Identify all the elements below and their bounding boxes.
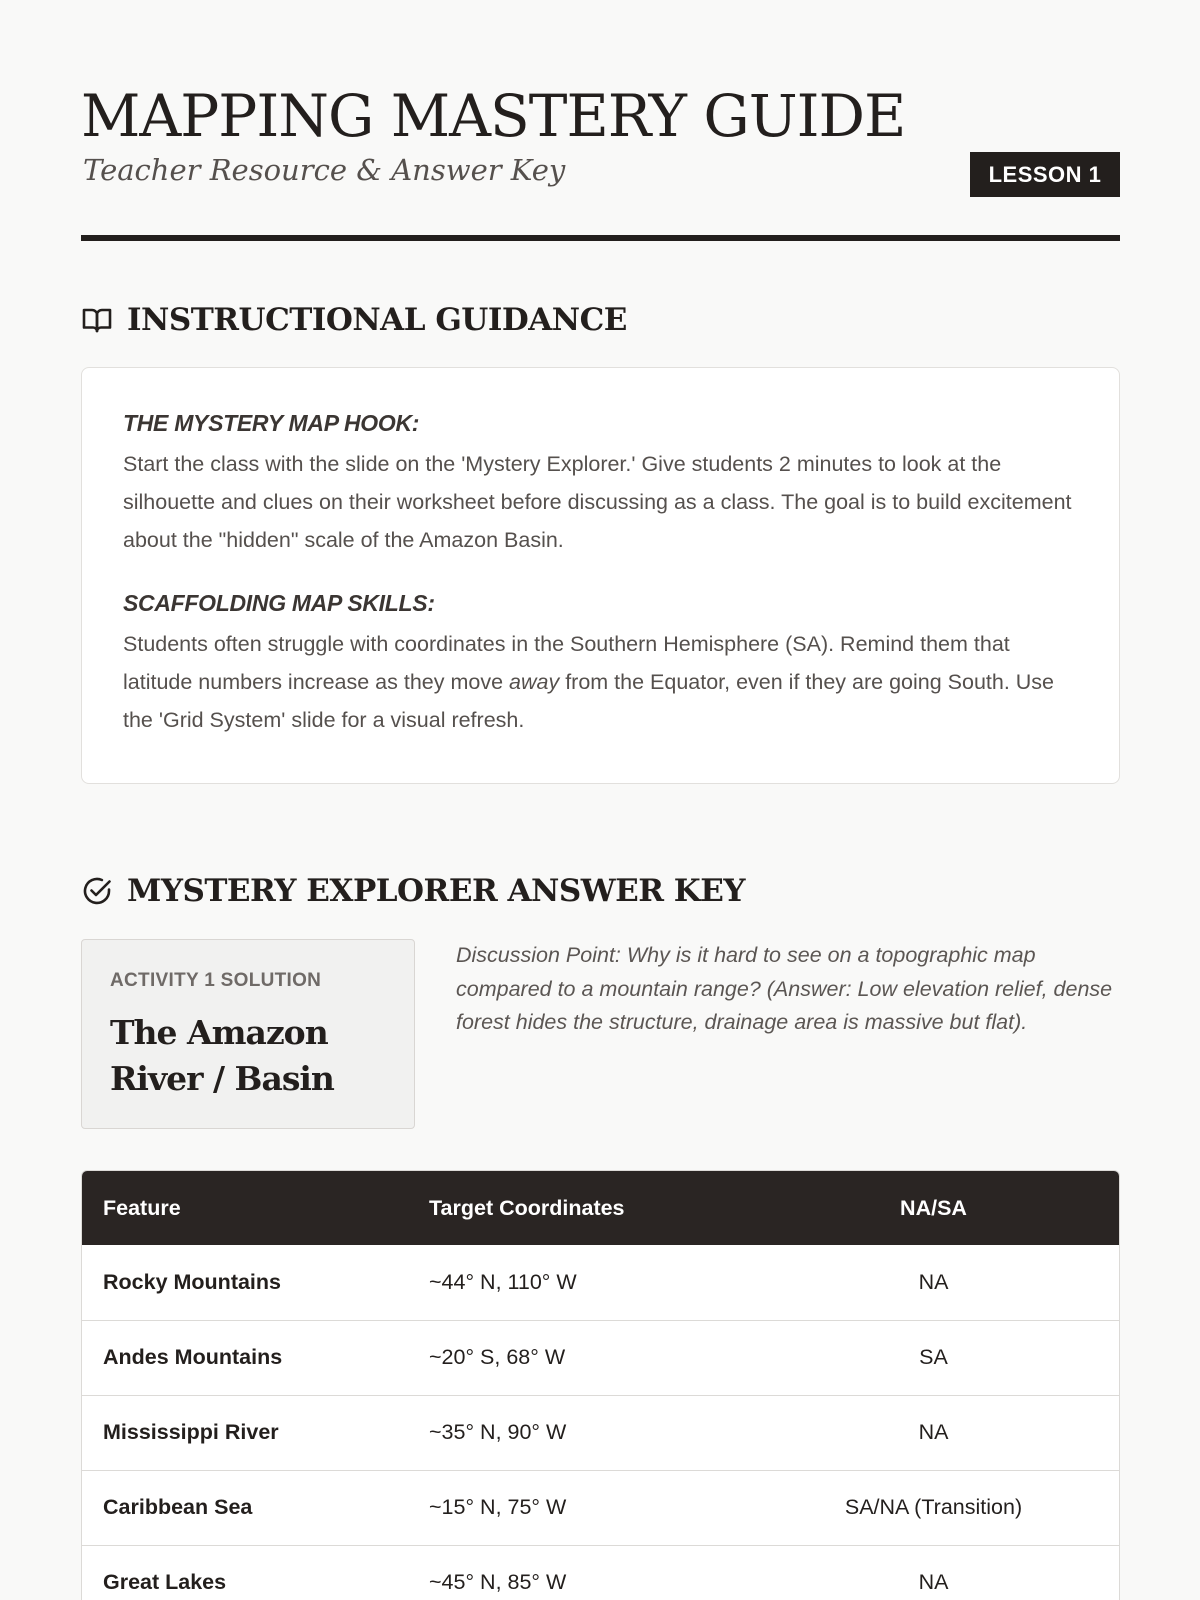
guidance-card <box>81 367 1120 784</box>
feature-cell: Andes Mountains <box>103 1345 283 1369</box>
region-cell: NA <box>918 1570 949 1594</box>
guide-heading: THE MYSTERY MAP HOOK: <box>123 410 420 436</box>
solution-label: ACTIVITY 1 SOLUTION <box>110 970 322 991</box>
coordinates-cell: ~45° N, 85° W <box>429 1570 567 1594</box>
region-cell: NA <box>918 1420 949 1444</box>
guide-heading: SCAFFOLDING MAP SKILLS: <box>123 590 435 616</box>
document-header <box>81 80 1120 241</box>
feature-cell: Mississippi River <box>103 1420 279 1444</box>
guide-text: Start the class with the slide on the 'Mystery Explorer.' Give students 2 minutes to look at the silhouette and clues on their worksheet before discussing as a class. The goal is to build excitement about the "hidden" scale of the Amazon Basin. <box>123 452 1072 552</box>
guide-text-part: Students often struggle with coordinates in the Southern Hemisphere (SA). Remind them that latitude numbers increase as they move <box>123 632 1010 694</box>
answer-table <box>82 1171 1119 1600</box>
table-header-row <box>82 1171 1119 1245</box>
table-row <box>82 1395 1119 1470</box>
open-book-icon <box>81 304 113 336</box>
column-header-region: NA/SA <box>900 1195 967 1220</box>
column-header-feature: Feature <box>103 1195 181 1220</box>
guide-text-part: from the Equator, even if they are going South. Use the 'Grid System' slide for a visual refresh. <box>123 670 1055 732</box>
page-title: MAPPING MASTERY GUIDE <box>81 82 906 150</box>
guide-block-scaffolding <box>123 587 1083 739</box>
lesson-badge: LESSON 1 <box>970 152 1120 197</box>
column-header-coordinates: Target Coordinates <box>429 1195 625 1220</box>
feature-cell: Caribbean Sea <box>103 1495 253 1519</box>
table-row <box>82 1470 1119 1545</box>
instructional-guidance-heading <box>81 298 627 342</box>
coordinates-cell: ~35° N, 90° W <box>429 1420 567 1444</box>
region-cell: NA <box>918 1269 949 1294</box>
table-row <box>82 1545 1119 1600</box>
region-cell: SA/NA (Transition) <box>844 1495 1023 1519</box>
section-title: MYSTERY EXPLORER ANSWER KEY <box>127 873 745 909</box>
answer-key-heading <box>81 869 745 913</box>
solution-box <box>81 939 415 1129</box>
coordinates-cell: ~15° N, 75° W <box>429 1495 567 1519</box>
coordinates-cell: ~20° S, 68° W <box>429 1345 566 1369</box>
table-row <box>82 1320 1119 1395</box>
page-subtitle: Teacher Resource & Answer Key <box>83 153 566 187</box>
coordinates-cell: ~44° N, 110° W <box>429 1269 577 1294</box>
region-cell: SA <box>919 1345 948 1369</box>
feature-cell: Rocky Mountains <box>103 1269 281 1294</box>
section-title: INSTRUCTIONAL GUIDANCE <box>127 302 627 338</box>
feature-cell: Great Lakes <box>103 1570 227 1594</box>
guide-text-emphasis: away <box>509 670 560 694</box>
check-circle-icon <box>81 875 113 907</box>
table-row <box>82 1245 1119 1320</box>
discussion-point: Discussion Point: Why is it hard to see on a topographic map compared to a mountain range? (Answer: Low elevation relief, dense forest hides the structure, drainage area is massive but flat). <box>456 943 1113 1034</box>
solution-title: The Amazon River / Basin <box>110 1013 334 1098</box>
answer-table-container <box>81 1170 1120 1600</box>
guide-block-hook <box>123 407 1083 559</box>
guide-text <box>123 625 1083 739</box>
